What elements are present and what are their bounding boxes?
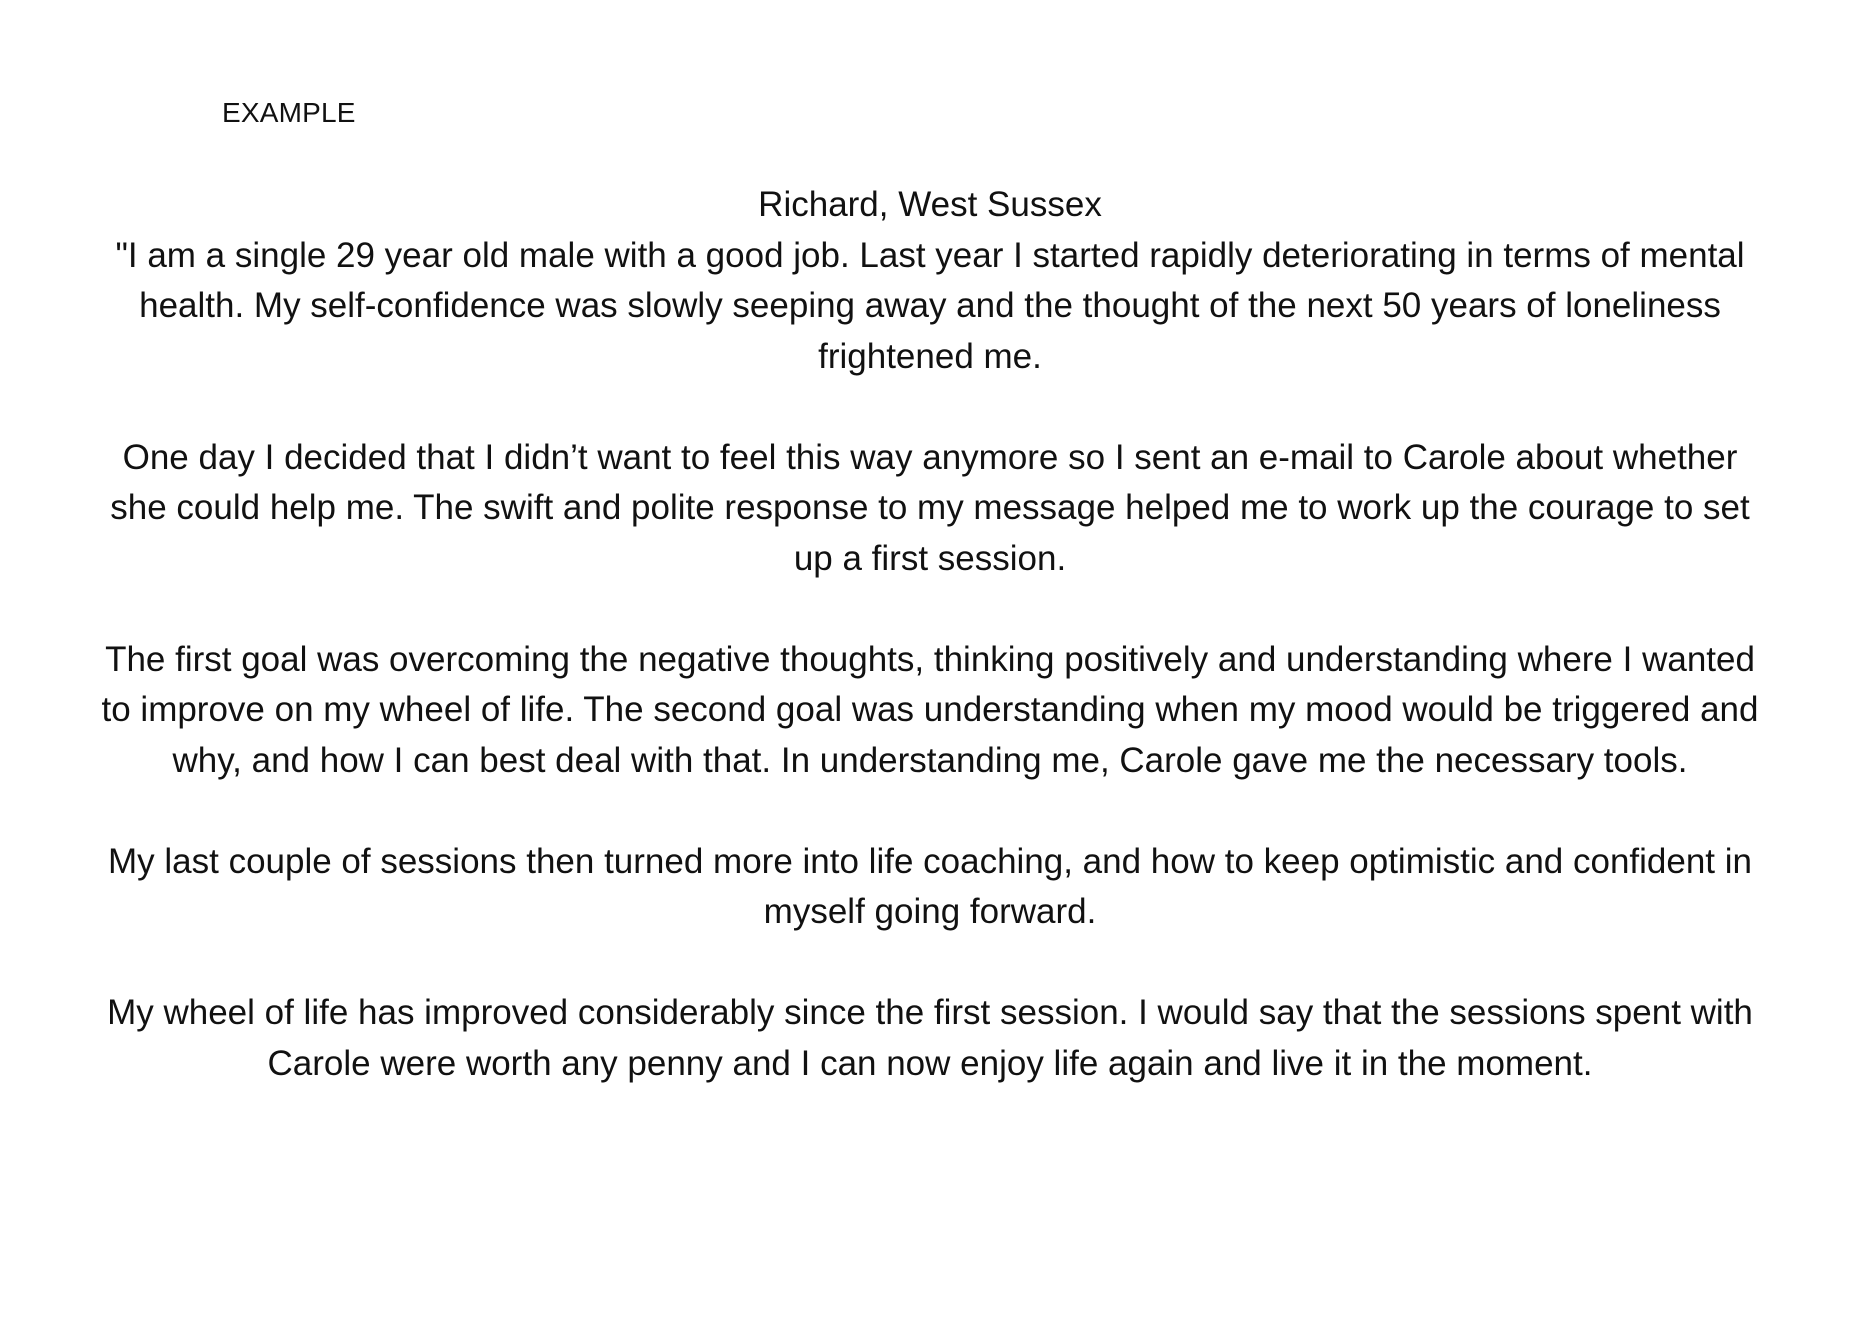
paragraph-spacer bbox=[100, 938, 1760, 989]
paragraph-spacer bbox=[100, 382, 1760, 433]
testimonial-author: Richard, West Sussex bbox=[758, 185, 1102, 224]
paragraph-spacer bbox=[100, 584, 1760, 635]
testimonial-paragraph: One day I decided that I didn’t want to feel this way anymore so I sent an e-mail to Carole about whether she could help me. The swift and polite response to my message helped me to work up the courage to set up a first session. bbox=[110, 437, 1750, 578]
example-label: EXAMPLE bbox=[222, 97, 356, 128]
testimonial-paragraph: My last couple of sessions then turned more into life coaching, and how to keep optimistic and confident in myself going forward. bbox=[108, 841, 1752, 931]
testimonial-paragraph: The first goal was overcoming the negative thoughts, thinking positively and understanding where I wanted to improve on my wheel of life. The second goal was understanding when my mood would be triggered and why, and how I can best deal with that. In understanding me, Carole gave me the necessary tools. bbox=[101, 639, 1759, 780]
testimonial bbox=[100, 180, 1760, 1089]
paragraph-spacer bbox=[100, 786, 1760, 837]
testimonial-paragraph: My wheel of life has improved considerably since the first session. I would say that the sessions spent with Carole were worth any penny and I can now enjoy life again and live it in the moment. bbox=[107, 993, 1753, 1083]
testimonial-paragraph: "I am a single 29 year old male with a good job. Last year I started rapidly deteriorating in terms of mental health. My self-confidence was slowly seeping away and the thought of the next 50 years of loneliness frightened me. bbox=[115, 235, 1745, 376]
